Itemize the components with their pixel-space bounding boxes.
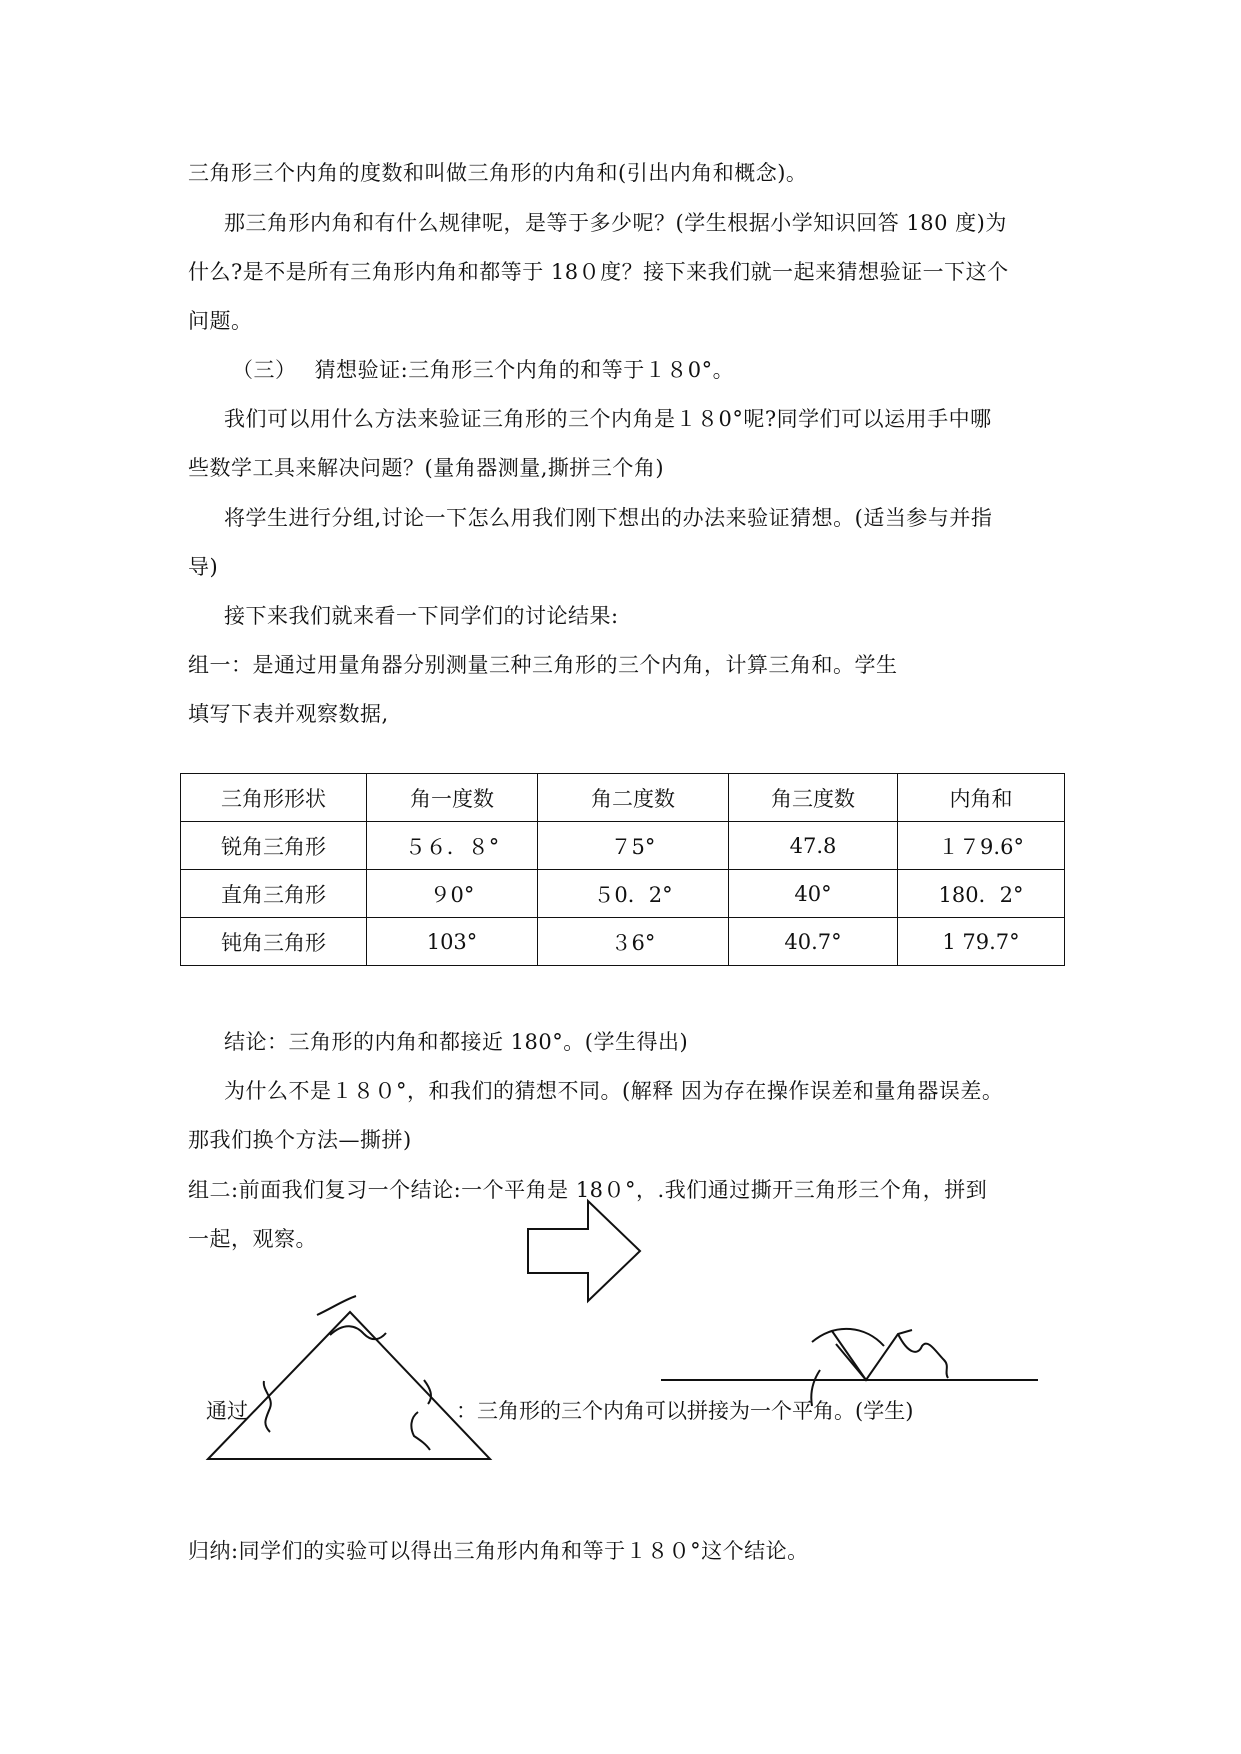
- paragraph-straight-angle-conclusion: ：三角形的三个内角可以拼接为一个平角。(学生): [456, 1399, 914, 1423]
- paragraph-method-line-2: 些数学工具来解决问题？(量角器测量,撕拼三个角): [188, 456, 665, 480]
- paragraph-question-line-2: 什么?是不是所有三角形内角和都等于 18０度？接下来我们就一起来猜想验证一下这个: [188, 260, 1009, 284]
- paragraph-group-two-line-2: 一起，观察。: [188, 1227, 317, 1251]
- table-cell: １７9.6°: [898, 822, 1065, 870]
- table-header-cell: 内角和: [898, 774, 1065, 822]
- tear-mark-icon: [317, 1296, 386, 1339]
- triangle-shape: [208, 1312, 490, 1459]
- section-heading-guess-verify: （三） 猜想验证:三角形三个内角的和等于１８0°。: [232, 358, 735, 382]
- table-cell: 锐角三角形: [181, 822, 367, 870]
- paragraph-group-one-line-2: 填写下表并观察数据,: [188, 702, 389, 726]
- table-row: [181, 918, 1065, 966]
- paragraph-grouping-line-2: 导): [188, 555, 219, 579]
- paragraph-results-intro: 接下来我们就来看一下同学们的讨论结果:: [224, 604, 619, 628]
- table-cell: 钝角三角形: [181, 918, 367, 966]
- table-header-cell: 角二度数: [538, 774, 729, 822]
- angle-measurement-table: [180, 773, 1065, 966]
- table-cell: 直角三角形: [181, 870, 367, 918]
- table-cell: ９0°: [367, 870, 538, 918]
- paragraph-conclusion: 结论：三角形的内角和都接近 180°。(学生得出): [224, 1030, 689, 1054]
- paragraph-question-line-1: 那三角形内角和有什么规律呢，是等于多少呢？(学生根据小学知识回答 180 度)为: [224, 211, 1007, 235]
- table-header-cell: 角三度数: [729, 774, 898, 822]
- table-cell: 47.8: [729, 822, 898, 870]
- tear-mark-icon: [264, 1381, 271, 1432]
- table-cell: ５６．８°: [367, 822, 538, 870]
- table-row: [181, 822, 1065, 870]
- angle-arc-icon: [812, 1329, 884, 1346]
- assembled-angle-icon: [836, 1344, 866, 1380]
- paragraph-inner-angle-definition: 三角形三个内角的度数和叫做三角形的内角和(引出内角和概念)。: [188, 161, 808, 185]
- paragraph-group-one-line-1: 组一：是通过用量角器分别测量三种三角形的三个内角，计算三角和。学生: [188, 653, 898, 677]
- table-cell: 1 79.7°: [898, 918, 1065, 966]
- table-header-row: [181, 774, 1065, 822]
- paragraph-grouping-line-1: 将学生进行分组,讨论一下怎么用我们刚下想出的办法来验证猜想。(适当参与并指: [224, 506, 993, 530]
- table-cell: 180．2°: [898, 870, 1065, 918]
- paragraph-question-line-3: 问题。: [188, 309, 253, 333]
- paragraph-group-two-line-1: 组二:前面我们复习一个结论:一个平角是 18０°，.我们通过撕开三角形三个角，拼到: [188, 1178, 988, 1202]
- table-header-cell: 三角形形状: [181, 774, 367, 822]
- paragraph-summary: 归纳:同学们的实验可以得出三角形内角和等于１８０°这个结论。: [188, 1539, 809, 1563]
- right-arrow-icon: [528, 1201, 640, 1301]
- paragraph-through-prefix: 通过: [206, 1399, 248, 1423]
- table-header-cell: 角一度数: [367, 774, 538, 822]
- table-cell: 40.7°: [729, 918, 898, 966]
- table-cell: 103°: [367, 918, 538, 966]
- table-cell: 40°: [729, 870, 898, 918]
- assembled-angle-icon: [832, 1330, 912, 1380]
- tear-mark-icon: [411, 1380, 431, 1450]
- tear-mark-icon: [898, 1334, 948, 1378]
- paragraph-why-line-1: 为什么不是１８０°，和我们的猜想不同。(解释 因为存在操作误差和量角器误差。: [224, 1079, 1004, 1103]
- paragraph-why-line-2: 那我们换个方法—撕拼): [188, 1128, 412, 1152]
- table-row: [181, 870, 1065, 918]
- table-cell: ７5°: [538, 822, 729, 870]
- table-cell: ３6°: [538, 918, 729, 966]
- table-cell: ５0．2°: [538, 870, 729, 918]
- paragraph-method-line-1: 我们可以用什么方法来验证三角形的三个内角是１８0°呢?同学们可以运用手中哪: [224, 407, 992, 431]
